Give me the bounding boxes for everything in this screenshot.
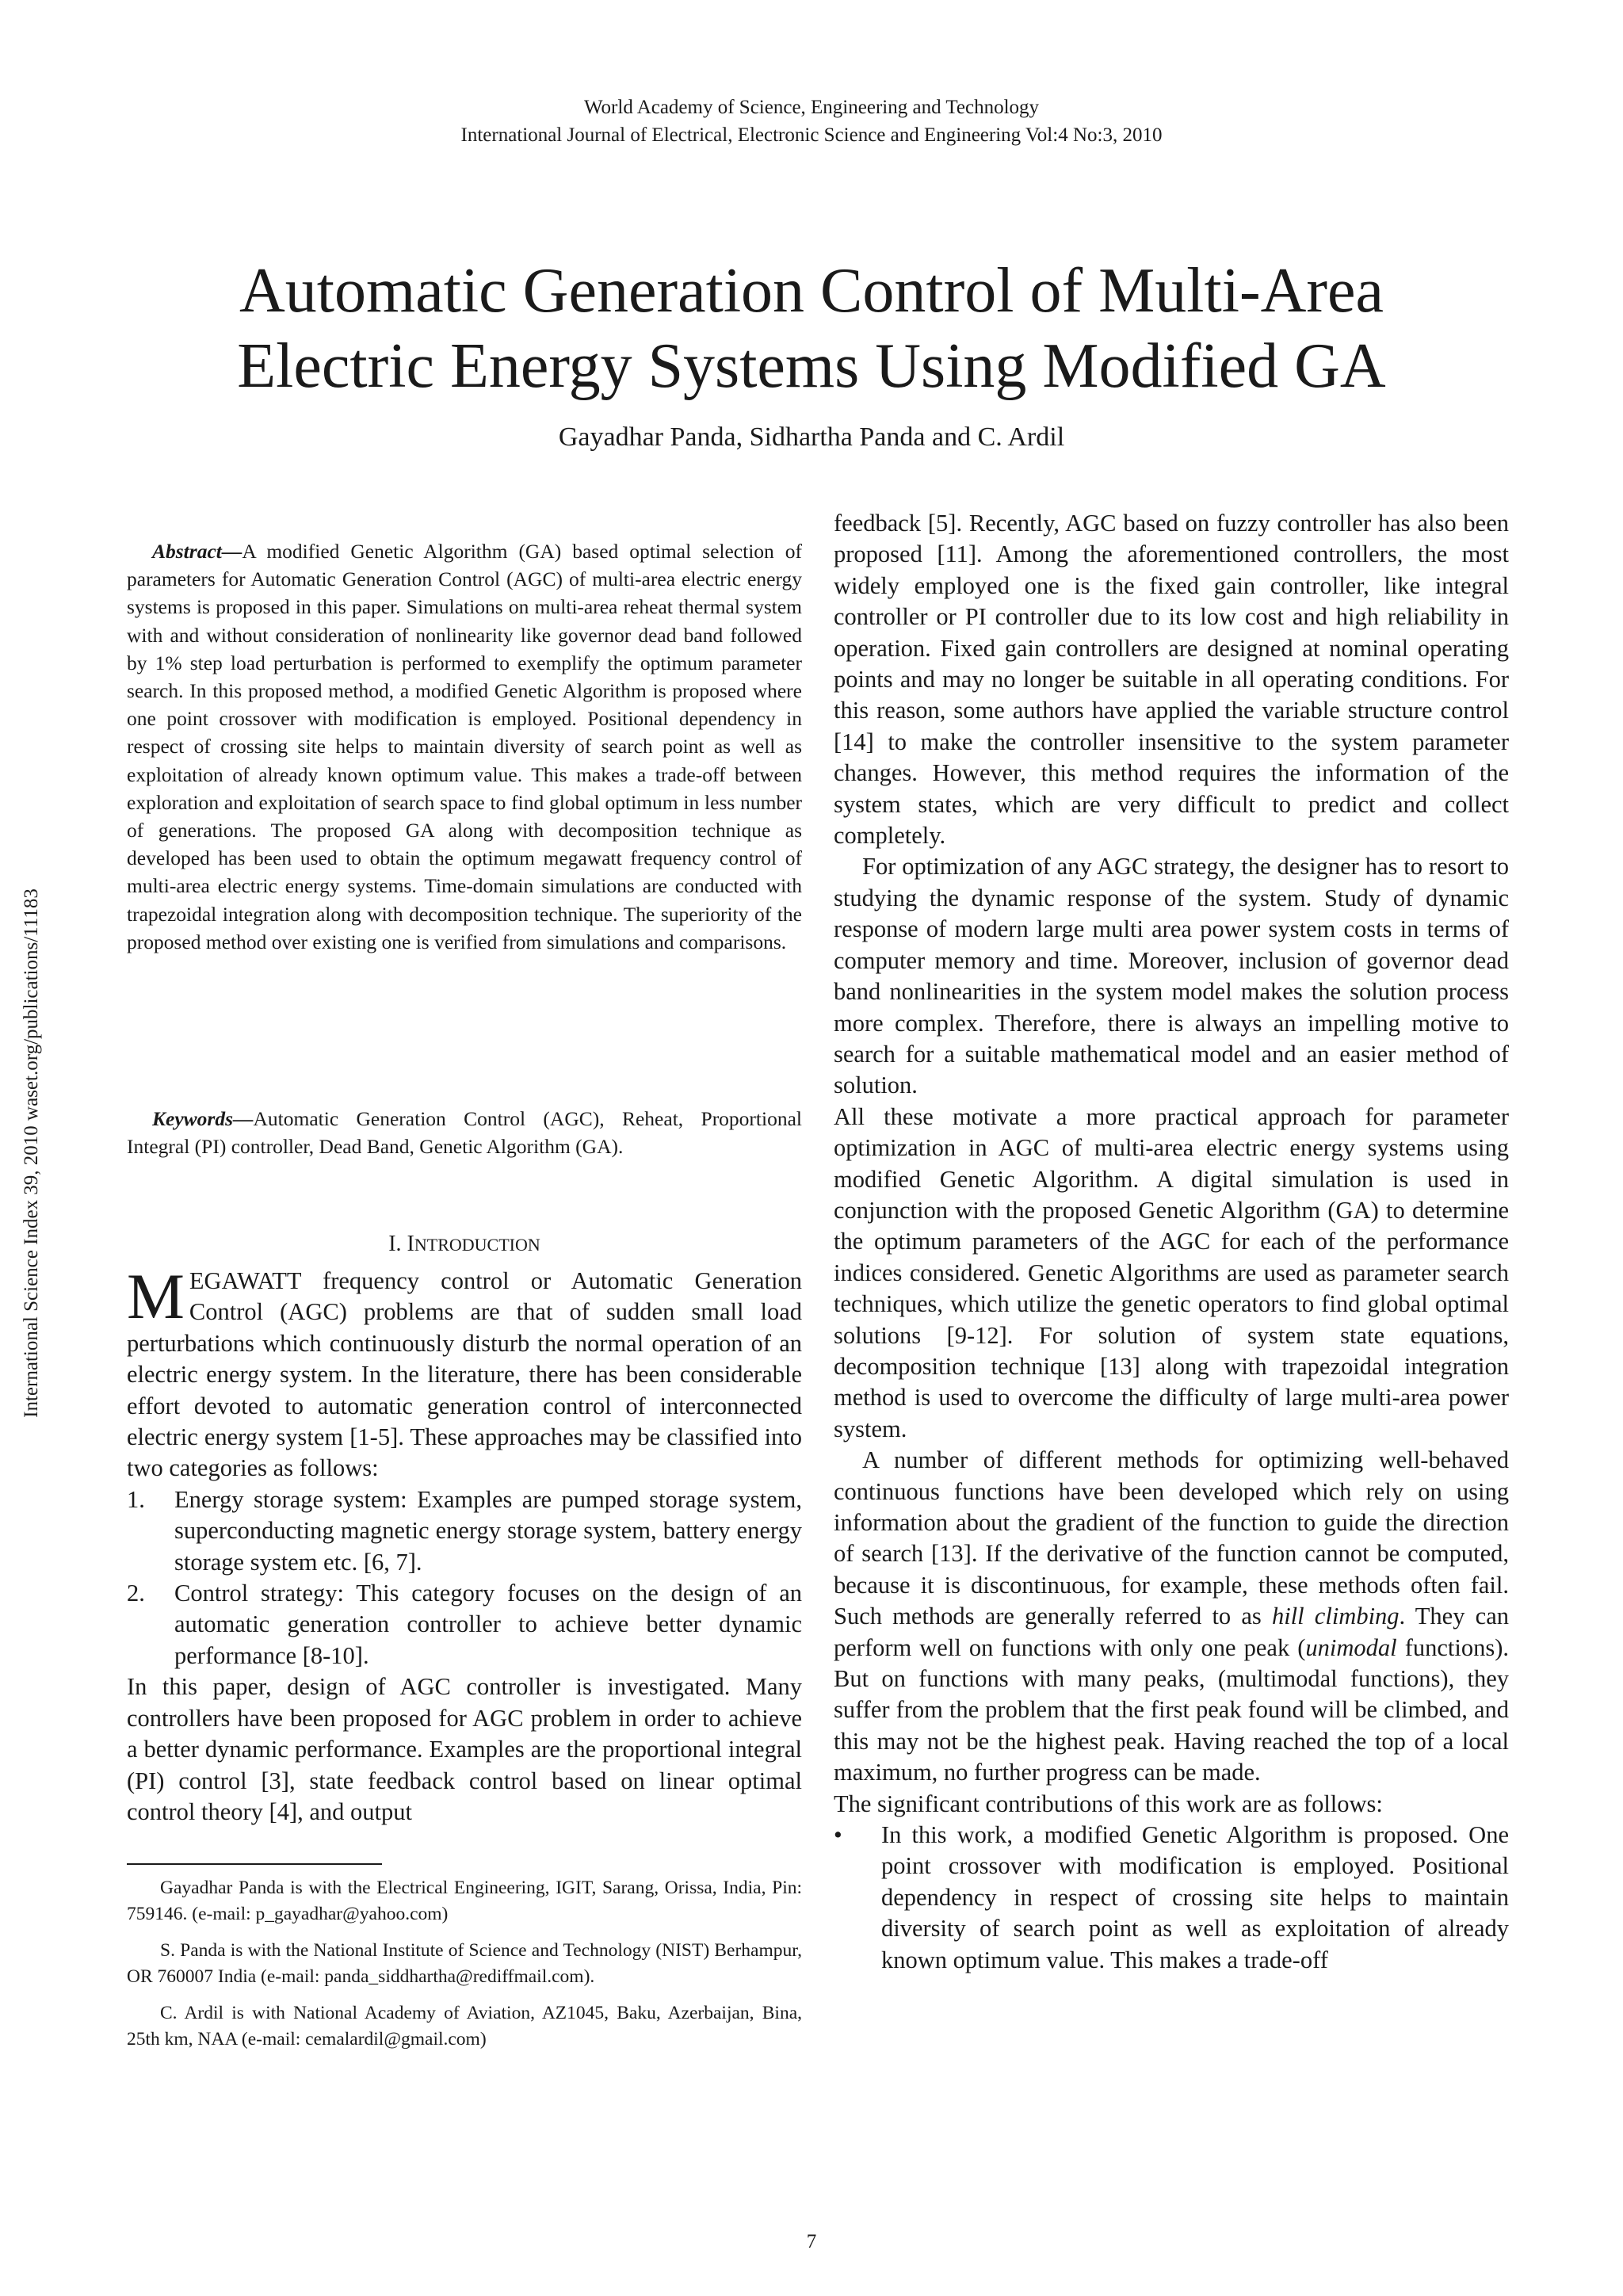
term-hill-climbing: hill climbing: [1271, 1603, 1400, 1630]
keywords-label: Keywords—: [152, 1107, 254, 1130]
list-item: 2. Control strategy: This category focuses on the design of an automatic generation controller to achieve better dynamic performance [8-10].: [127, 1580, 802, 1669]
drop-cap: M: [127, 1260, 185, 1332]
page-number: 7: [806, 2231, 817, 2252]
title-line-2: Electric Energy Systems Using Modified GA: [237, 331, 1386, 401]
keywords: [127, 1105, 802, 1160]
right-paragraph-1: feedback [5]. Recently, AGC based on fuzzy controller has also been proposed [11]. Among the aforementioned controllers, the most widely employed one is the fixed gain controller, like integral controller or PI controller due to its low cost and high reliability in operation. Fixed gain controllers are designed at nominal operating points and may no longer be suitable in all operating conditions. For this reason, some authors have applied the variable structure control [14] to make the controller insensitive to the system parameter changes. However, this method requires the information of the system states, which are very difficult to predict and collect completely.: [834, 510, 1509, 850]
abstract-label: Abstract—: [152, 540, 242, 563]
journal-name: World Academy of Science, Engineering and Technology: [583, 97, 1040, 118]
intro-paragraph-2: In this paper, design of AGC controller is investigated. Many controllers have been proposed for AGC problem in order to achieve a better dynamic performance. Examples are the proportional integral (PI) control [3], state feedback control based on linear optimal control theory [4], and output: [127, 1673, 802, 1825]
right-column: [834, 508, 1509, 1976]
paper-title: [0, 254, 1623, 404]
side-identifier: International Science Index 39, 2010 waset.org/publications/11183: [21, 888, 42, 1418]
abstract: [127, 537, 802, 956]
journal-header: [0, 94, 1623, 149]
right-paragraph-2: For optimization of any AGC strategy, the designer has to resort to studying the dynamic response of the system. Study of dynamic response of modern large multi area power system costs in terms of computer memory and time. Moreover, inclusion of governor dead band nonlinearities in the system model makes the solution process more complex. Therefore, there is always an impelling motive to search for a suitable mathematical model and an easier method of solution.: [834, 853, 1509, 1099]
numbered-list: [127, 1484, 802, 1671]
term-unimodal: unimodal: [1305, 1633, 1397, 1661]
intro-paragraph-1: MEGAWATT frequency control or Automatic Generation Control (AGC) problems are that of sudden small load perturbations which continuously disturb the normal operation of an electric energy system. In the literature, there has been considerable effort devoted to automatic generation control of interconnected electric energy system [1-5]. These approaches may be classified into two categories as follows:: [127, 1260, 802, 1482]
list-item: 1. Energy storage system: Examples are pumped storage system, superconducting magnetic energy storage system, battery energy storage system etc. [6, 7].: [127, 1485, 802, 1576]
right-paragraph-4: A number of different methods for optimizing well-behaved continuous functions have been developed which rely on using information about the gradient of the function to guide the direction of search [13]. If the derivative of the function cannot be computed, because it is discontinuous, for example, these methods often fail. Such methods are generally referred to as hill climbing. They can perform well on functions with only one peak (unimodal functions). But on functions with many peaks, (multimodal functions), they suffer from the problem that the first peak found will be climbed, and this may not be the highest peak. Having reached the top of a local maximum, no further progress can be made.: [834, 1446, 1509, 1786]
authors: Gayadhar Panda, Sidhartha Panda and C. Ardil: [558, 422, 1065, 452]
footnote-divider: [127, 1863, 382, 1865]
footnotes: [127, 1875, 802, 2063]
keywords-text: Automatic Generation Control (AGC), Reheat, Proportional Integral (PI) controller, Dead Band, Genetic Algorithm (GA).: [127, 1107, 802, 1159]
contributions-list: [834, 1820, 1509, 1976]
section-heading-introduction: I. INTRODUCTION: [388, 1232, 540, 1256]
footnote: S. Panda is with the National Institute of Science and Technology (NIST) Berhampur, OR 760007 India (e-mail: panda_siddhartha@rediffmail.com).: [127, 1940, 802, 1987]
journal-volume: International Journal of Electrical, Electronic Science and Engineering Vol:4 No:3, 2010: [460, 124, 1163, 146]
right-paragraph-5: The significant contributions of this work are as follows:: [834, 1790, 1383, 1817]
introduction-body: [127, 1260, 802, 1828]
bullet-icon: •: [834, 1821, 842, 1849]
footnote: Gayadhar Panda is with the Electrical Engineering, IGIT, Sarang, Orissa, India, Pin: 759146. (e-mail: p_gayadhar@yahoo.com): [127, 1878, 802, 1924]
title-line-1: Automatic Generation Control of Multi-Area: [239, 256, 1384, 326]
footnote: C. Ardil is with National Academy of Aviation, AZ1045, Baku, Azerbaijan, Bina, 25th km, NAA (e-mail: cemalardil@gmail.com): [127, 2003, 802, 2050]
right-paragraph-3: All these motivate a more practical approach for parameter optimization in AGC of multi-area electric energy systems using modified Genetic Algorithm. A digital simulation is used in conjunction with the proposed Genetic Algorithm (GA) to determine the optimum parameters of the AGC for each of the performance indices considered. Genetic Algorithms are used as parameter search techniques, which utilize the genetic operators to find global optimal solutions [9-12]. For solution of system state equations, decomposition technique [13] along with trapezoidal integration method is used to overcome the difficulty of large multi-area power system.: [834, 1102, 1509, 1442]
list-item: • In this work, a modified Genetic Algorithm is proposed. One point crossover with modification is employed. Positional dependency in respect of crossing site helps to maintain diversity of search point as well as exploitation of already known optimum value. This makes a trade-off: [834, 1821, 1509, 1973]
abstract-text: A modified Genetic Algorithm (GA) based optimal selection of parameters for Automatic Generation Control (AGC) of multi-area electric energy systems is proposed in this paper. Simulations on multi-area reheat thermal system with and without consideration of nonlinearity like governor dead band followed by 1% step load perturbation is performed to exemplify the optimum parameter search. In this proposed method, a modified Genetic Algorithm is proposed where one point crossover with modification is employed. Positional dependency in respect of crossing site helps to maintain diversity of search point as well as exploitation of already known optimum value. This makes a trade-off between exploration and exploitation of search space to find global optimum in less number of generations. The proposed GA along with decomposition technique as developed has been used to obtain the optimum megawatt frequency control of multi-area electric energy systems. Time-domain simulations are conducted with trapezoidal integration along with decomposition technique. The superiority of the proposed method over existing one is verified from simulations and comparisons.: [127, 540, 802, 953]
